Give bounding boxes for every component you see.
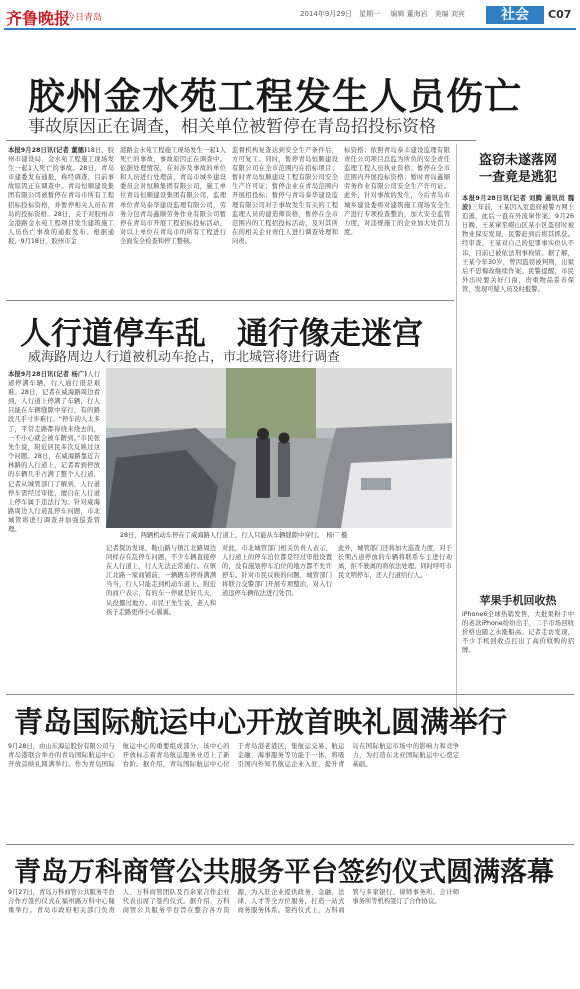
story2-subhead: 威海路周边人行道被机动车抢占，市北城管将进行调查 — [28, 350, 341, 365]
header-rule — [4, 28, 576, 30]
story2-headline: 人行道停车乱 通行像走迷宫 — [20, 316, 423, 352]
photo-caption: 28日，两辆机动车停在了威海路人行道上，行人只能从车辆缝隙中穿行。 杨广 摄 — [120, 532, 348, 539]
story1-headline: 胶州金水苑工程发生人员伤亡 — [28, 75, 522, 118]
sidebar2-title: 苹果手机回收热 — [479, 594, 557, 607]
story1-col2: 港路金水苑工程施工现场发生一起1人死亡的事故，事故原因正在调查中。依据处理情况，在对涉及事故的单位和人员进行处理前，青岛市城乡建设委员会对恒顺集团有限公司，施工单位青岛恒顺建设集团有限公司，监理单位青岛泰华建设监理有限公司，劳务分包青岛鑫顺劳务作业有限公司暂停在青岛市开展工程招标投标活动，对以上单位在青岛市的所有工程进行全面安全检查和停工整顿。 — [120, 147, 226, 245]
story2-col1 — [8, 370, 100, 478]
newspaper-logo: 齐鲁晚报 — [6, 9, 71, 28]
story1-top-rule — [6, 140, 476, 141]
story4-top-rule — [6, 844, 574, 845]
story2-col4: 此外，城管部门还将加大巡查力度，对于长期占道停放的车辆将联系车主进行劝离，拒不驶离的将依法处理。同时呼吁市民文明停车，还人行道给行人。 — [338, 545, 452, 580]
sidebar2-body: iPhone6全球热销发售，大批果粉手中的老款iPhone纷纷出手，二手市场回收价格也随之水涨船高。记者走访发现，不少手机回收点打出了高价收购的招牌。 — [462, 611, 574, 655]
issue-meta — [300, 9, 465, 19]
story1-body1: 18日，胶州市建设局，金水苑工程施工现场发生一起1人死亡的事故。28日，青岛市建委发布通报，称经调查，目前事故原因正在调查中。青岛恒顺建设集团有限公司被暂停在青岛市所有工程招标投标资格，并暂停相关人员在青岛的投标资格。28日，关于对胶州市金港路金水苑工程项目发生建筑施工人员伤亡事故的通报发布。根据通报，9月18日，胶州市金 — [8, 147, 114, 245]
story1-subhead: 事故原因正在调查，相关单位被暂停在青岛招投标资格 — [28, 117, 436, 137]
story2-col2: 记者探访发现，鞍山路与镇江北路周边同样存在乱停车问题，不少车辆直接停在人行道上，行人无法正常通行。在镇江北路一家商铺前，一辆辆车停得满满当当，行人只能走到机动车道上。附近的商户表示，有的车一停就是好几天，从没挪过地方。市民王先生说，老人和孩子走路更得小心翼翼。 — [106, 545, 216, 616]
sidebar1-title: 盗窃未遂落网 一查竟是逃犯 — [478, 153, 557, 185]
story3-body: 9月28日，由山东海运股份有限公司与青岛港联合举办的青岛国际航运中心开放首映礼圆满举行。作为青岛国际航运中心的重要组成部分，该中心的开放标志着青岛航运服务业迈上了新台阶。据介绍，青岛国际航运中心位于青岛港老港区，集航运交易、航运金融、海事服务等功能于一体，将吸引国内外知名航运企业入驻，提升青岛在国际航运市场中的影响力和竞争力，为打造东北亚国际航运中心奠定基础。 — [8, 743, 460, 769]
story1-col4: 标资格；依照青岛泰丰建设监理有限责任公司项目总监为所负的安全责任监理工程人员执业资格；暂停在全市范围内开展投标资格；暂时青岛鑫顺劳务作业有限公司安全生产许可证。此外，针对事故的发生，今后青岛市城乡建设委将对建筑施工现场安全生产进行专项检查整治，加大安全监管力度，对违规施工的企业加大处罚力度。 — [344, 147, 450, 236]
story1-col3: 监督机构复查达到安全生产条件后，方可复工。同时，暂停青岛恒顺建设有限公司在全市范围内在招标项目；暂时青岛恒顺建设工程有限公司安全生产许可证；暂停企业在青岛范围内开展招投标；暂停与青岛泰华建设监理有限公司对于事故发生有关的工程监理人员的建造师资格，暂停在全市范围内的工程招投标活动，及对其所在的相关企业责任人进行调查处理和问责。 — [232, 147, 338, 245]
story3-headline: 青岛国际航运中心开放首映礼圆满举行 — [14, 705, 508, 739]
street-photo-illustration — [106, 368, 452, 528]
story2-col1b: 记者从城管部门了解到，人行道停车需经过审批，擅自在人行道上停车属于违法行为。针对威海路周边人行道乱停车问题，市北城管将进行调查并加强巡查管理。 — [8, 481, 100, 534]
story2-top-rule — [6, 300, 454, 301]
issue-editors: 编辑 董海岩 美编 刘宾 — [390, 10, 465, 18]
story2-body1: 人行道停满车辆，行人通行很是艰难。28日，记者在威海路周边看到，人行道上停满了车辆，行人只能在车辆缝隙中穿行，有的路段几乎寸步难行。“停车的人太多了，平常走路都得绕来绕去的，一不小心就会被车蹭到。”市民张先生说，附近居民多次反映过这个问题。28日，在威海路靠近吉林路的人行道上，记者看到停放的车辆几乎占满了整个人行道， — [8, 371, 100, 478]
story1-col1 — [8, 146, 114, 296]
page-number: C07 — [548, 8, 572, 21]
street-photo — [106, 368, 452, 528]
sidebar-divider — [456, 144, 457, 732]
story4-body: 9月27日，青岛万科商管公共服务平台合作方签约仪式在福州路万科中心隆重举行。青岛市政府相关部门负责人、万科商管团队及百余家合作企业代表出席了签约仪式。据介绍，万科商管公共服务平台旨在整合各方资源，为入驻企业提供政务、金融、法律、人才等全方位服务，打造一站式商务服务体系。签约仪式上，万科商管与多家银行、律师事务所、会计师事务所等机构签订了合作协议。 — [8, 889, 460, 915]
section-tag: 今日青岛 — [66, 13, 103, 23]
story3-top-rule — [6, 694, 574, 695]
story1-lead: 本报9月28日讯(记者 董德) — [8, 147, 87, 154]
sidebar1-body — [462, 194, 574, 586]
story2-lead: 本报9月28日讯(记者 杨广) — [8, 371, 88, 378]
issue-date: 2014年9月29日 星期一 — [300, 10, 381, 18]
section-label: 社会 — [486, 6, 544, 24]
sidebar1-lead: 本报9月28日讯(记者 刘腾 通讯员 魏波) — [462, 195, 574, 212]
story2-col3: 对此，市北城管部门相关负责人表示，人行道上的停车泊位都是经过审批设置的，没有施划停车泊位的地方都不允许停车。针对市民反映的问题，城管部门将联合交警部门开展专项整治，对人行道违停车辆依法进行处罚。 — [222, 545, 332, 598]
sidebar1-text: 三年前，王某因入室盗窃被警方网上追逃，此后一直在外流窜作案。9月26日晚，王某窜至崂山区某小区盗窃时被物业保安发现，民警赶到后将其抓获。经审查，王某对自己的犯罪事实供认不讳，目前已被依法刑事拘留。据了解，王某今年30岁，曾因盗窃被判刑，出狱后不思悔改继续作案。民警提醒，市民外出时要关好门窗，贵重物品妥善保管，发现可疑人员及时报警。 — [462, 204, 574, 293]
story4-headline: 青岛万科商管公共服务平台签约仪式圆满落幕 — [14, 857, 554, 888]
